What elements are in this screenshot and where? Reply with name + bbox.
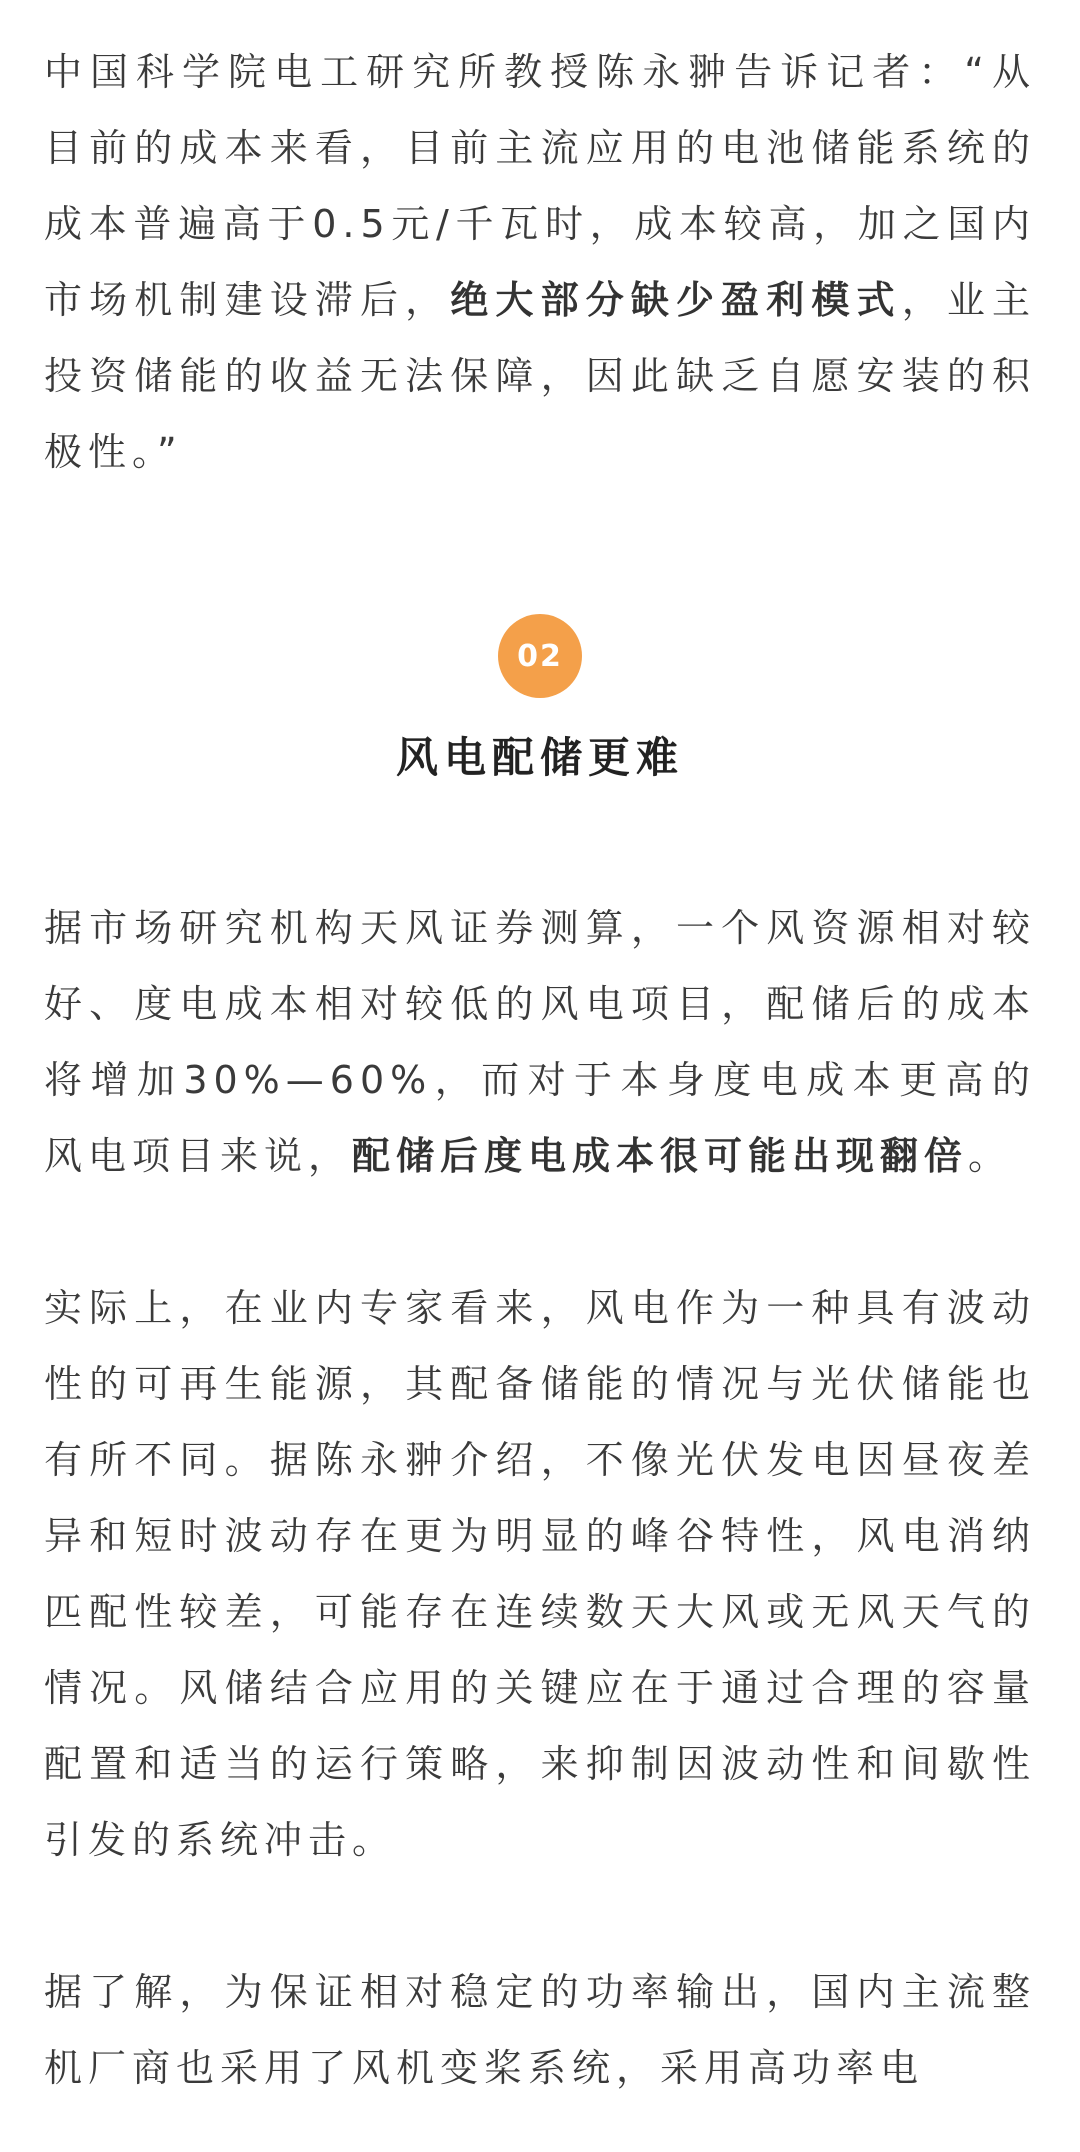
article-body [44,34,1036,2106]
paragraph-text: ，业主投资储能的收益无法保障，因此缺乏自愿安装的积极性。” [44,278,1036,474]
paragraph-text: 。 [968,1134,1013,1178]
bold-highlight: 配储后度电成本很可能出现翻倍 [352,1134,969,1178]
paragraph-cost [44,34,1036,490]
bold-highlight: 绝大部分缺少盈利模式 [450,278,902,322]
paragraph-text: 据市场研究机构天风证券测算，一个风资源相对较好、度电成本相对较低的风电项目，配储后的成本将增加30%—60%，而对于本身度电成本更高的风电项目来说， [44,906,1036,1178]
section-number-badge: 02 [498,614,582,698]
section-title: 风电配储更难 [395,733,684,782]
paragraph-pitch-system: 据了解，为保证相对稳定的功率输出，国内主流整机厂商也采用了风机变桨系统，采用高功率电 [44,1970,1036,2090]
paragraph-text: 中国科学院电工研究所教授陈永翀告诉记者：“从目前的成本来看，目前主流应用的电池储能系统的成本普遍高于0.5元/千瓦时，成本较高，加之国内市场机制建设滞后， [44,50,1036,322]
paragraph-wind-cost [44,890,1036,1194]
paragraph-wind-characteristics: 实际上，在业内专家看来，风电作为一种具有波动性的可再生能源，其配备储能的情况与光伏储能也有所不同。据陈永翀介绍，不像光伏发电因昼夜差异和短时波动存在更为明显的峰谷特性，风电消纳匹配性较差，可能存在连续数天大风或无风天气的情况。风储结合应用的关键应在于通过合理的容量配置和适当的运行策略，来抑制因波动性和间歇性引发的系统冲击。 [44,1286,1036,1862]
